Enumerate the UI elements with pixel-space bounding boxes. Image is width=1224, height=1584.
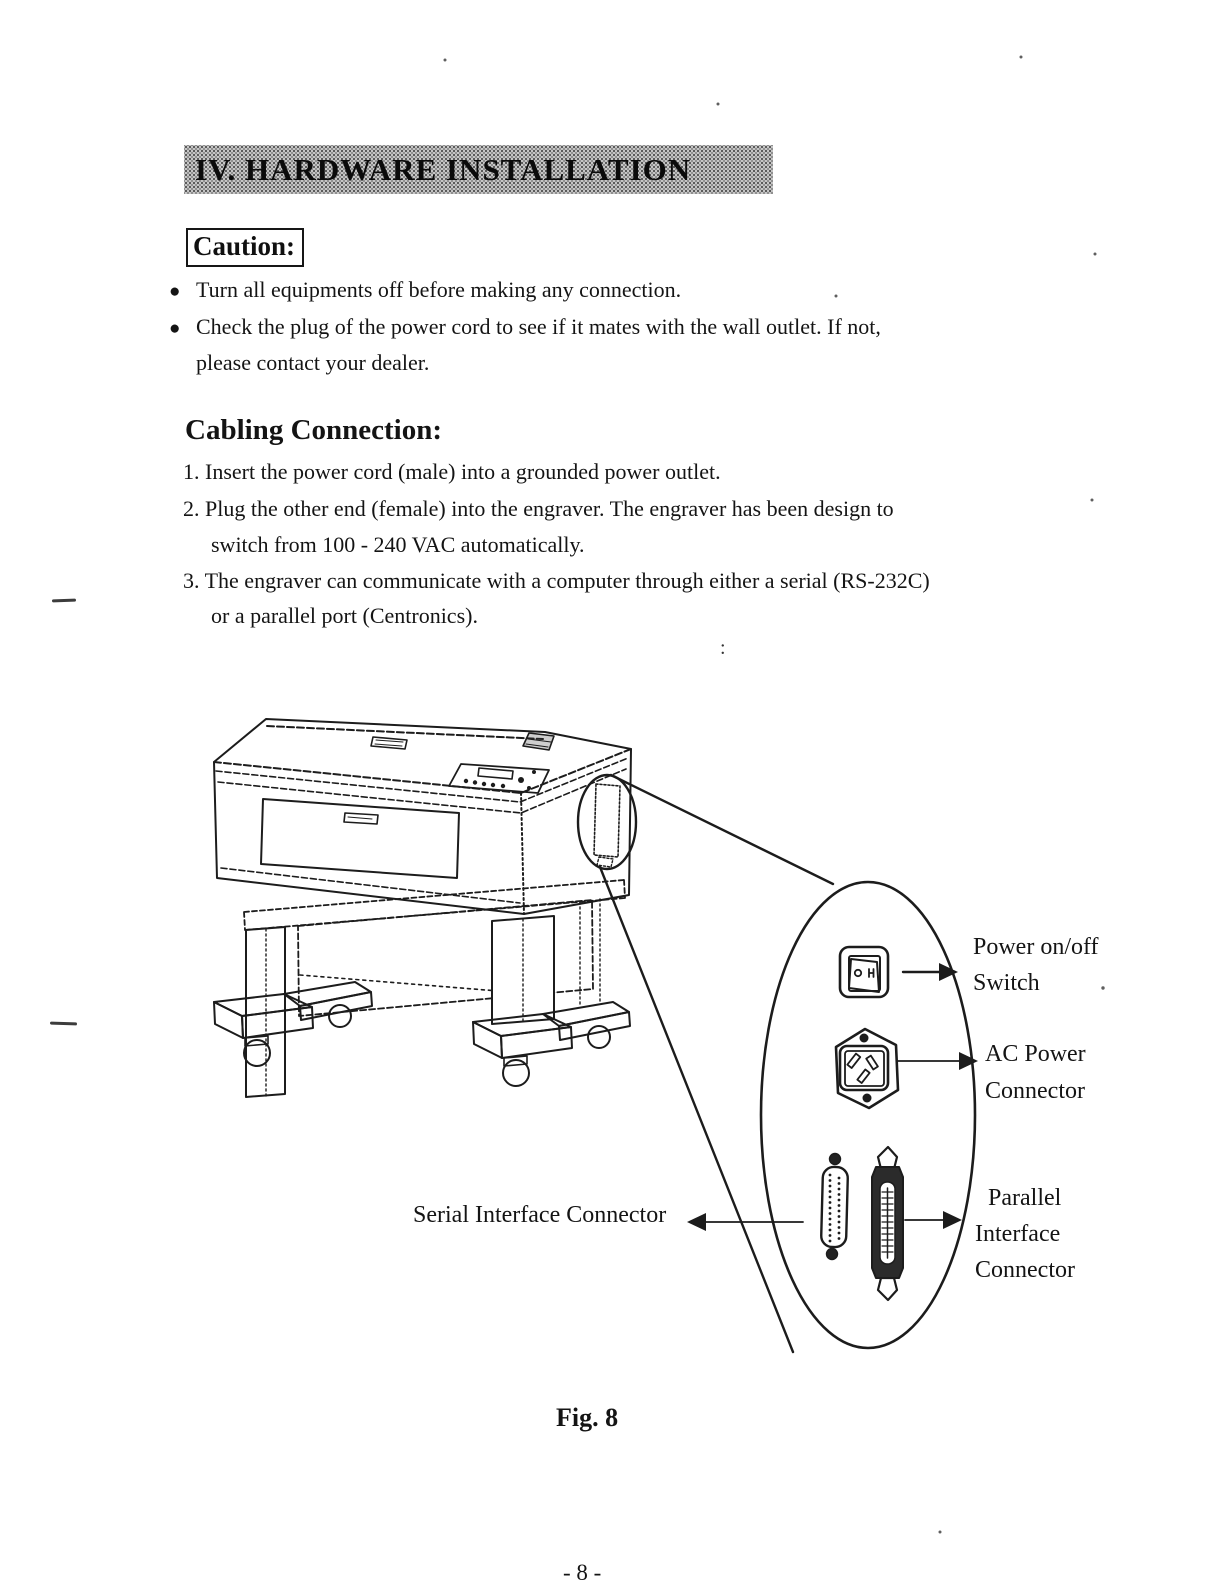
page-number: - 8 - [563, 1560, 602, 1584]
label-arrows [687, 963, 978, 1231]
step-2-line1: 2. Plug the other end (female) into the engraver. The engraver has been design to [183, 496, 894, 521]
step-3-line1: 3. The engraver can communicate with a computer through either a serial (RS-232C) [183, 568, 930, 593]
parallel-label-line1: Parallel [988, 1185, 1062, 1211]
cabling-heading: Cabling Connection: [185, 414, 443, 446]
serial-label: Serial Interface Connector [413, 1202, 667, 1228]
power-switch-icon [840, 947, 888, 997]
section-title: IV. HARDWARE INSTALLATION [184, 145, 773, 194]
callout-ellipse [761, 882, 975, 1348]
figure-caption: Fig. 8 [556, 1403, 619, 1432]
power-switch-label-line2: Switch [973, 970, 1040, 996]
magnifier-cone [600, 775, 833, 1352]
stand-drawing [214, 880, 630, 1097]
parallel-connector-icon [872, 1147, 903, 1300]
caution-bullet-2-line2: please contact your dealer. [196, 350, 430, 375]
connector-panel-highlight [578, 775, 636, 869]
ac-power-label-line2: Connector [985, 1078, 1085, 1104]
bullet-icon: ● [169, 318, 181, 339]
ac-power-connector-icon [836, 1029, 898, 1108]
parallel-arrow [905, 1211, 962, 1229]
power-switch-label-line1: Power on/off [973, 934, 1099, 960]
parallel-label-line3: Connector [975, 1257, 1075, 1283]
parallel-label-line2: Interface [975, 1221, 1061, 1247]
step-3-line2: or a parallel port (Centronics). [211, 603, 478, 628]
step-1: 1. Insert the power cord (male) into a grounded power outlet. [183, 459, 721, 484]
caution-bullet-2-line1: Check the plug of the power cord to see if it mates with the wall outlet. If not, [196, 314, 881, 339]
caution-heading: Caution: [186, 228, 304, 267]
step-2-line2: switch from 100 - 240 VAC automatically. [211, 532, 585, 557]
stray-mark: : [720, 637, 726, 659]
bullet-icon: ● [169, 281, 181, 302]
serial-connector-icon [821, 1154, 848, 1260]
caution-bullet-1: Turn all equipments off before making any connection. [196, 277, 682, 302]
ac-power-arrow [898, 1052, 978, 1070]
ac-power-label-line1: AC Power [985, 1041, 1086, 1067]
